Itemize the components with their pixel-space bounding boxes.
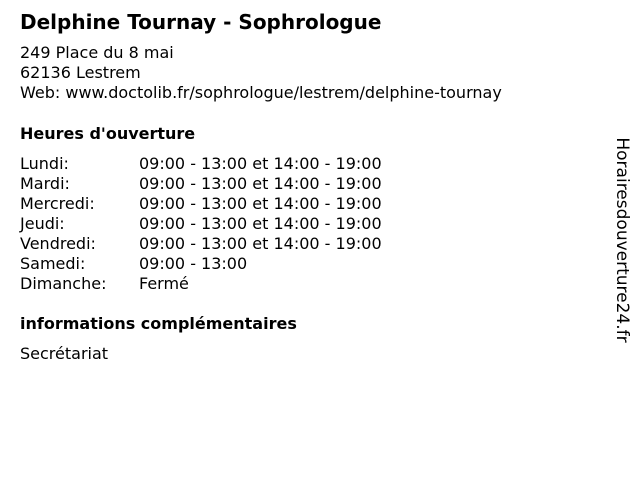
hours-row-friday xyxy=(20,234,382,254)
page-title: Delphine Tournay - Sophrologue xyxy=(20,10,382,34)
day-label: Mardi: xyxy=(20,174,70,193)
watermark-text: Horairesdouverture24.fr xyxy=(612,137,632,343)
day-label: Samedi: xyxy=(20,254,86,273)
day-hours: 09:00 - 13:00 et 14:00 - 19:00 xyxy=(139,194,382,213)
address-street: 249 Place du 8 mai xyxy=(20,43,174,62)
address-city: 62136 Lestrem xyxy=(20,63,141,82)
hours-table xyxy=(20,154,382,294)
hours-row-tuesday xyxy=(20,174,382,194)
day-hours: Fermé xyxy=(139,274,189,293)
info-text: Secrétariat xyxy=(20,344,109,363)
day-label: Mercredi: xyxy=(20,194,95,213)
day-hours: 09:00 - 13:00 et 14:00 - 19:00 xyxy=(139,174,382,193)
day-hours: 09:00 - 13:00 et 14:00 - 19:00 xyxy=(139,214,382,233)
day-hours: 09:00 - 13:00 et 14:00 - 19:00 xyxy=(139,154,382,173)
day-label: Jeudi: xyxy=(20,214,65,233)
day-label: Dimanche: xyxy=(20,274,107,293)
hours-row-sunday xyxy=(20,274,382,294)
day-label: Lundi: xyxy=(20,154,69,173)
hours-row-saturday xyxy=(20,254,382,274)
hours-heading: Heures d'ouverture xyxy=(20,124,196,143)
day-hours: 09:00 - 13:00 et 14:00 - 19:00 xyxy=(139,234,382,253)
day-hours: 09:00 - 13:00 xyxy=(139,254,248,273)
address-block xyxy=(20,43,502,103)
day-label: Vendredi: xyxy=(20,234,96,253)
hours-row-monday xyxy=(20,154,382,174)
website-line: Web: www.doctolib.fr/sophrologue/lestrem/delphine-tournay xyxy=(20,83,502,102)
hours-row-thursday xyxy=(20,214,382,234)
hours-row-wednesday xyxy=(20,194,382,214)
info-heading: informations complémentaires xyxy=(20,314,297,333)
